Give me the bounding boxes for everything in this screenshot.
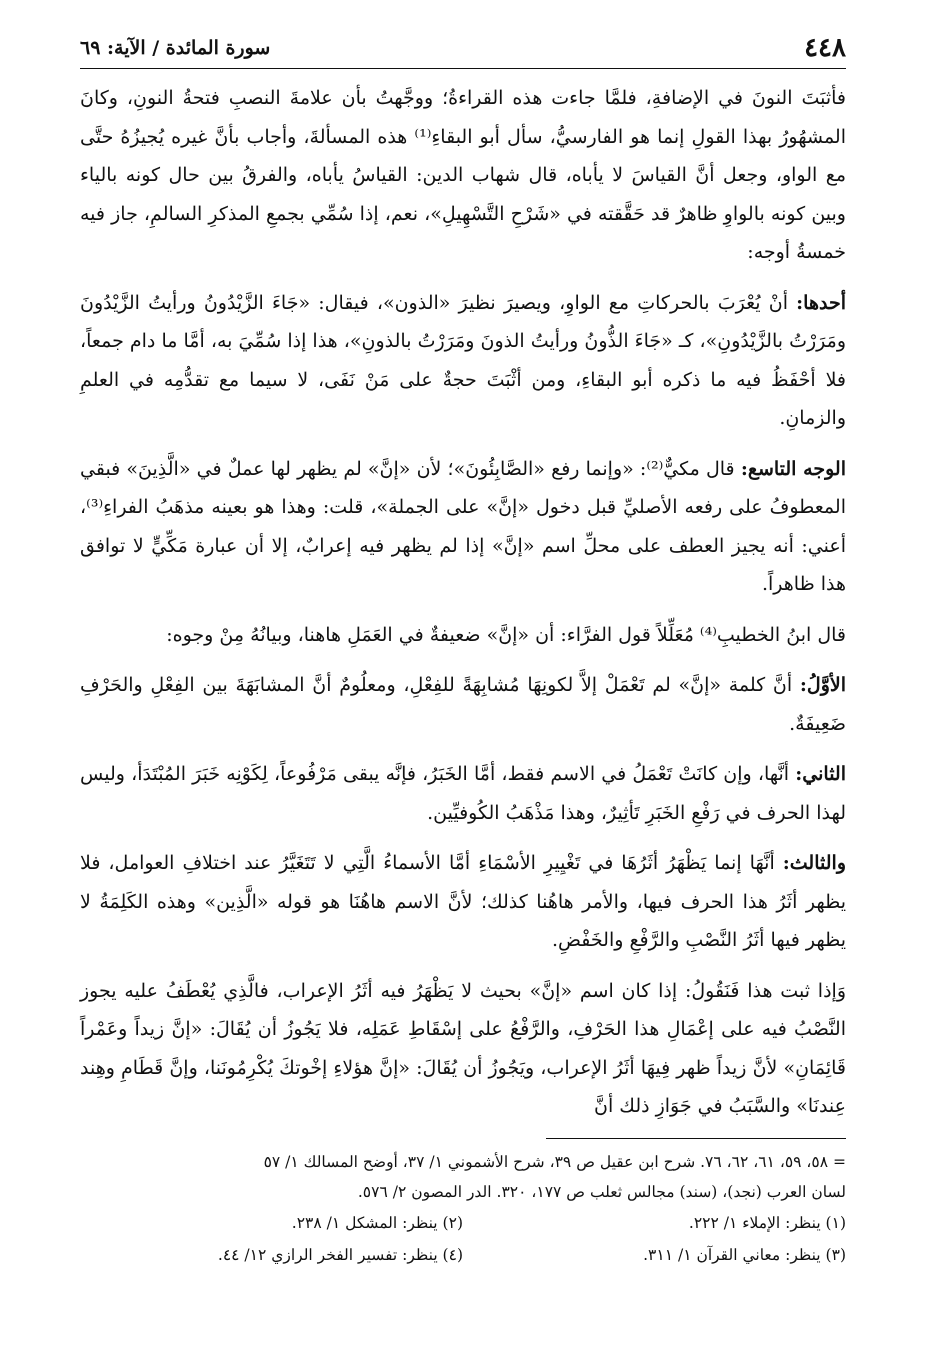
running-header [80, 28, 846, 69]
paragraph-text: أنَّ كلمة «إنَّ» لم تَعْمَلْ إلاَّ لكونِهَا مُشابِهَةً للفِعْلِ، ومعلُومٌ أنَّ المشابَهَةَ بين الفِعْلِ والحَرْفِ ضَعِيفَةٌ. [80, 674, 846, 735]
paragraph-lead: الثاني: [795, 763, 846, 785]
paragraph [80, 79, 846, 272]
paragraph [80, 844, 846, 960]
surah-reference: سورة المائدة / الآية: ٦٩ [80, 37, 271, 59]
paragraph [80, 450, 846, 604]
paragraph-text: أنَّهَا إنما يَظْهَرُ أثَرُهَا في تَغْيِيرِ الأسْمَاءِ أمَّا الأسماءُ الَّتِي لا تَتَغَيَّرُ عند اختلافِ العوامل، فلا يظهر أثَرُ هذا الحرف فيها، والأمر هاهُنا كذلك؛ لأنَّ الاسم هاهُنَا هو قوله «الَّذِين» وهذه الكَلِمَةُ لا يظهر فيها أثَرُ النَّصْبِ والرَّفْعِ والخَفْضِ. [80, 852, 846, 951]
footnote-continuation: = ٥٨، ٥٩، ٦١، ٦٢، ٧٦. شرح ابن عقيل ص ٣٩، شرح الأشموني ١/ ٣٧، أوضح المسالك ١/ ٥٧ [263, 1152, 846, 1171]
footnote-item: (٤) ينظر: تفسير الفخر الرازي ١٢/ ٤٤. [217, 1245, 463, 1264]
paragraph-text: أنْ يُعْرَبَ بالحركاتِ مع الواوِ، ويصيرَ نظيرَ «الذون»، فيقال: «جَاءَ الزَّيْدُونُ ورأيتُ الزَّيْدُونَ ومَرَرْتُ بالزَّيْدُونِ»، كـ «جَاءَ الذُّونُ ورأيتُ الذونَ ومَرَرْتُ بالذونِ»، هذا إذا سُمِّيَ به، أمَّا ما دام جمعاً، فلا أحْفَظُ فيه ما ذكره أبو البقاءِ، ومن أثْبَتَ حجةٌ على مَنْ نَفَى، لا سيما مع تقدُّمِه في العلمِ والزمانِ. [80, 291, 846, 429]
paragraph [80, 755, 846, 832]
page-number: ٤٤٨ [804, 33, 846, 63]
paragraph [80, 616, 846, 655]
footnote-item: (٣) ينظر: معاني القرآن ١/ ٣١١. [643, 1245, 846, 1264]
paragraph-text: فأثبَتَ النونَ في الإضافةِ، فلمَّا جاءت هذه القراءةُ؛ ووجَّهتُ بأن علامةَ النصبِ فتحةُ النونِ، وكانَ المشهُورُ بهذا القولِ إنما هو الفارسيُّ، سأل أبو البقاءِ⁽¹⁾ هذه المسألةَ، وأجاب بأنَّ غيره يُجيزُهُ حتَّى مع الواو، وجعل أنَّ القياسَ لا يأباه، قال شهاب الدين: القياسُ يأباه، والفرقُ بين حال كونه بالياء وبين كونه بالواوِ ظاهرٌ قد حَقَّقته في «شَرْحِ التَّسْهِيلِ»، نعم، إذا سُمِّي بجمعِ المذكرِ السالمِ، جاز فيه خمسةُ أوجه: [80, 87, 846, 263]
footnote-item: (١) ينظر: الإملاء ١/ ٢٢٢. [688, 1213, 846, 1232]
footnote-list [80, 1207, 846, 1271]
page-body [80, 79, 846, 1126]
footnote-continuation: لسان العرب (نجد)، (سند) مجالس ثعلب ص ١٧٧، ٣٢٠. الدر المصون ٢/ ٥٧٦. [357, 1182, 846, 1201]
paragraph [80, 972, 846, 1126]
paragraph [80, 666, 846, 743]
footnote-item: (٢) ينظر: المشكل ١/ ٢٣٨. [291, 1213, 463, 1232]
paragraph-lead: الأوَّلُ: [799, 674, 846, 696]
paragraph [80, 284, 846, 438]
paragraph-text: أنَّها، وإن كانَتْ تَعْمَلُ في الاسم فقط، أمَّا الخَبَرُ، فإنَّه يبقى مَرْفُوعاً، لِكَوْنِه خَبَرَ المُبْتَدَأ، وليس لهذا الحرف في رَفْعِ الخَبَرِ تَأثِيرٌ، وهذا مَذْهَبُ الكُوفيِّين. [80, 763, 846, 824]
paragraph-lead: أحدها: [796, 291, 846, 314]
paragraph-lead: الوجه التاسع: [740, 457, 846, 480]
paragraph-lead: والثالث: [782, 852, 846, 874]
footnotes [80, 1147, 846, 1271]
footnote-divider [546, 1138, 846, 1139]
paragraph-text: قال ابنُ الخطيبِ⁽⁴⁾ مُعَلِّلاً قول الفرَّاء: أن «إنَّ» ضعيفةٌ في العَمَلِ هاهنا، وبيانُهُ مِنْ وجوه: [166, 623, 846, 646]
paragraph-text: وَإذا ثبت هذا فَنَقُولُ: إذا كان اسم «إنَّ» بحيث لا يَظْهَرُ فيه أثَرُ الإعراب، فالَّذِي يُعْطَفُ عليه يجوز النَّصْبُ فيه على إعْمَالِ هذا الحَرْفِ، والرَّفْعُ على إسْقَاطِ عَمَلِه، فلا يَجُوزُ أن يُقَالَ: «إنَّ زيداً وعَمْراً قَائِمَانِ» لأنَّ زيداً ظهر فِيهَا أثَرُ الإعراب، ويَجُوزُ أن يُقَالَ: «إنَّ هؤلاءِ إخْوتكَ يُكْرِمُونَنا، وإنَّ قَطَامِ وهِند عِندنَا» والسَّبَبُ في جَوَازِ ذلك أنَّ [80, 979, 846, 1117]
paragraph-text: قال مكيٌّ⁽²⁾: «وإنما رفع «الصَّابِئُونَ»؛ لأن «إنَّ» لم يظهر لها عملٌ في «الَّذِينَ» فبقي المعطوفُ على رفعه الأصليِّ قبل دخول «إنَّ» على الجملة»، قلت: وهذا هو بعينه مذهَبُ الفراءِ⁽³⁾، أعني: أنه يجيز العطف على محلِّ اسم «إنَّ» إذا لم يظهر فيه إعرابٌ، إلا أن عبارة مَكِّيٍّ لا توافق هذا ظاهراً. [80, 457, 846, 595]
